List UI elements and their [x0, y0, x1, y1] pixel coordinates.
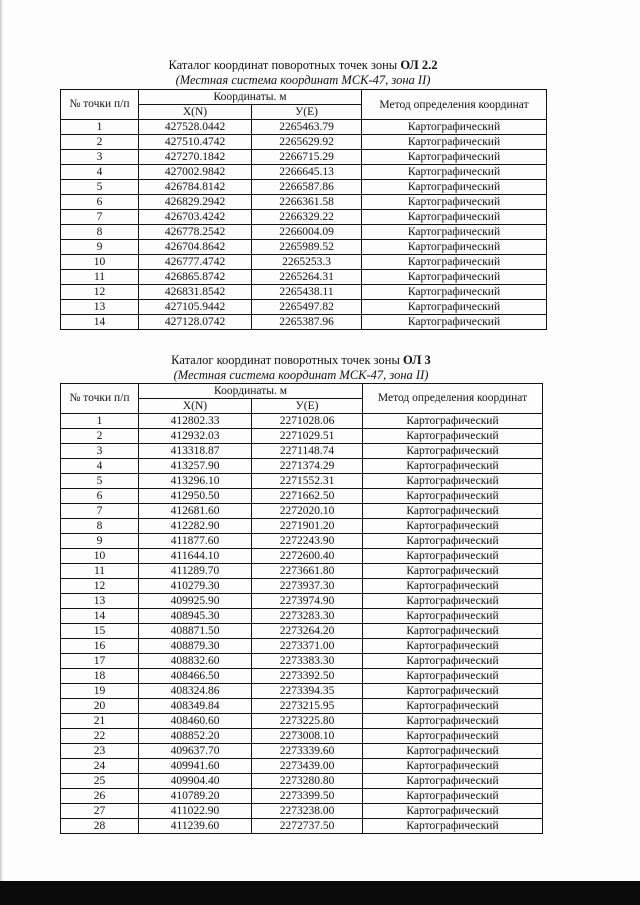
- point-number-cell: 19: [61, 684, 139, 699]
- point-number-cell: 20: [61, 699, 139, 714]
- method-cell: Картографический: [363, 549, 543, 564]
- table-row: [61, 624, 543, 639]
- point-number-cell: 25: [61, 774, 139, 789]
- point-number-cell: 6: [61, 489, 139, 504]
- point-number-cell: 3: [61, 444, 139, 459]
- table-row: [61, 549, 543, 564]
- y-coordinate-cell: 2271028.06: [252, 414, 363, 429]
- table-row: [61, 285, 547, 300]
- catalog-title-text: Каталог координат поворотных точек зоны: [168, 58, 401, 72]
- table-row: [61, 270, 547, 285]
- header-y: У(Е): [252, 399, 363, 414]
- y-coordinate-cell: 2271901.20: [252, 519, 363, 534]
- y-coordinate-cell: 2271662.50: [252, 489, 363, 504]
- y-coordinate-cell: 2273974.90: [252, 594, 363, 609]
- header-method: Метод определения координат: [363, 384, 543, 414]
- header-x: X(N): [139, 399, 252, 414]
- point-number-cell: 9: [61, 240, 139, 255]
- catalog-title-text: Каталог координат поворотных точек зоны: [171, 353, 404, 367]
- method-cell: Картографический: [362, 210, 547, 225]
- x-coordinate-cell: 408871.50: [139, 624, 252, 639]
- point-number-cell: 16: [61, 639, 139, 654]
- table-row: [61, 684, 543, 699]
- table-row: [61, 564, 543, 579]
- y-coordinate-cell: 2273339.60: [252, 744, 363, 759]
- y-coordinate-cell: 2265438.11: [252, 285, 362, 300]
- x-coordinate-cell: 427128.0742: [139, 315, 252, 330]
- table-row: [61, 654, 543, 669]
- table-row: [61, 240, 547, 255]
- table-row: [61, 594, 543, 609]
- x-coordinate-cell: 409941.60: [139, 759, 252, 774]
- method-cell: Картографический: [363, 669, 543, 684]
- y-coordinate-cell: 2273225.80: [252, 714, 363, 729]
- catalog-subtitle: (Местная система координат МСК-47, зона II): [175, 73, 431, 87]
- x-coordinate-cell: 412282.90: [139, 519, 252, 534]
- method-cell: Картографический: [362, 165, 547, 180]
- header-y: У(Е): [252, 105, 362, 120]
- method-cell: Картографический: [363, 444, 543, 459]
- table-row: [61, 579, 543, 594]
- method-cell: Картографический: [363, 819, 543, 834]
- method-cell: Картографический: [362, 135, 547, 150]
- method-cell: Картографический: [363, 744, 543, 759]
- x-coordinate-cell: 409904.40: [139, 774, 252, 789]
- x-coordinate-cell: 410789.20: [139, 789, 252, 804]
- table-row: [61, 150, 547, 165]
- point-number-cell: 7: [61, 504, 139, 519]
- y-coordinate-cell: 2273394.35: [252, 684, 363, 699]
- point-number-cell: 5: [61, 180, 139, 195]
- method-cell: Картографический: [363, 429, 543, 444]
- point-number-cell: 12: [61, 285, 139, 300]
- table-row: [61, 819, 543, 834]
- y-coordinate-cell: 2266004.09: [252, 225, 362, 240]
- y-coordinate-cell: 2266587.86: [252, 180, 362, 195]
- method-cell: Картографический: [363, 534, 543, 549]
- header-coordinates: Координаты. м: [139, 90, 362, 105]
- x-coordinate-cell: 426831.8542: [139, 285, 252, 300]
- x-coordinate-cell: 408852.20: [139, 729, 252, 744]
- y-coordinate-cell: 2273392.50: [252, 669, 363, 684]
- catalog-subtitle: (Местная система координат МСК-47, зона II): [173, 368, 429, 382]
- method-cell: Картографический: [363, 759, 543, 774]
- method-cell: Картографический: [362, 150, 547, 165]
- table-row: [61, 534, 543, 549]
- point-number-cell: 2: [61, 135, 139, 150]
- y-coordinate-cell: 2265253.3: [252, 255, 362, 270]
- method-cell: Картографический: [363, 774, 543, 789]
- table-row: [61, 120, 547, 135]
- table-row: [61, 195, 547, 210]
- y-coordinate-cell: 2265387.96: [252, 315, 362, 330]
- table-row: [61, 459, 543, 474]
- point-number-cell: 13: [61, 300, 139, 315]
- method-cell: Картографический: [363, 684, 543, 699]
- table-row: [61, 744, 543, 759]
- y-coordinate-cell: 2273283.30: [252, 609, 363, 624]
- y-coordinate-cell: 2273383.30: [252, 654, 363, 669]
- table-row: [61, 774, 543, 789]
- x-coordinate-cell: 408349.84: [139, 699, 252, 714]
- x-coordinate-cell: 410279.30: [139, 579, 252, 594]
- x-coordinate-cell: 412681.60: [139, 504, 252, 519]
- y-coordinate-cell: 2273937.30: [252, 579, 363, 594]
- x-coordinate-cell: 411239.60: [139, 819, 252, 834]
- header-point-number: № точки п/п: [61, 384, 139, 414]
- x-coordinate-cell: 427528.0442: [139, 120, 252, 135]
- table-row: [61, 729, 543, 744]
- catalog-section-ol-2-2: [60, 58, 546, 330]
- point-number-cell: 18: [61, 669, 139, 684]
- point-number-cell: 7: [61, 210, 139, 225]
- x-coordinate-cell: 408460.60: [139, 714, 252, 729]
- method-cell: Картографический: [363, 714, 543, 729]
- y-coordinate-cell: 2273008.10: [252, 729, 363, 744]
- x-coordinate-cell: 426865.8742: [139, 270, 252, 285]
- table-row: [61, 669, 543, 684]
- x-coordinate-cell: 412932.03: [139, 429, 252, 444]
- method-cell: Картографический: [363, 504, 543, 519]
- table-row: [61, 255, 547, 270]
- point-number-cell: 14: [61, 609, 139, 624]
- method-cell: Картографический: [363, 519, 543, 534]
- table-row: [61, 789, 543, 804]
- y-coordinate-cell: 2272737.50: [252, 819, 363, 834]
- y-coordinate-cell: 2265497.82: [252, 300, 362, 315]
- header-method: Метод определения координат: [362, 90, 547, 120]
- catalog-section-ol-3: [60, 353, 542, 834]
- method-cell: Картографический: [362, 225, 547, 240]
- y-coordinate-cell: 2266361.58: [252, 195, 362, 210]
- x-coordinate-cell: 411877.60: [139, 534, 252, 549]
- point-number-cell: 13: [61, 594, 139, 609]
- x-coordinate-cell: 427270.1842: [139, 150, 252, 165]
- table-row: [61, 300, 547, 315]
- method-cell: Картографический: [362, 300, 547, 315]
- x-coordinate-cell: 408945.30: [139, 609, 252, 624]
- table-row: [61, 429, 543, 444]
- x-coordinate-cell: 408466.50: [139, 669, 252, 684]
- y-coordinate-cell: 2266645.13: [252, 165, 362, 180]
- catalog-zone-name: ОЛ 2.2: [400, 58, 438, 72]
- table-row: [61, 474, 543, 489]
- method-cell: Картографический: [362, 120, 547, 135]
- method-cell: Картографический: [363, 624, 543, 639]
- method-cell: Картографический: [363, 414, 543, 429]
- method-cell: Картографический: [362, 285, 547, 300]
- catalog-title: [60, 353, 542, 368]
- y-coordinate-cell: 2271029.51: [252, 429, 363, 444]
- x-coordinate-cell: 427105.9442: [139, 300, 252, 315]
- method-cell: Картографический: [363, 699, 543, 714]
- point-number-cell: 4: [61, 459, 139, 474]
- point-number-cell: 6: [61, 195, 139, 210]
- method-cell: Картографический: [363, 579, 543, 594]
- table-row: [61, 714, 543, 729]
- point-number-cell: 22: [61, 729, 139, 744]
- table-row: [61, 639, 543, 654]
- method-cell: Картографический: [363, 639, 543, 654]
- method-cell: Картографический: [363, 489, 543, 504]
- y-coordinate-cell: 2271148.74: [252, 444, 363, 459]
- method-cell: Картографический: [362, 180, 547, 195]
- x-coordinate-cell: 411289.70: [139, 564, 252, 579]
- point-number-cell: 14: [61, 315, 139, 330]
- y-coordinate-cell: 2265463.79: [252, 120, 362, 135]
- coordinates-table: [60, 383, 543, 834]
- x-coordinate-cell: 411022.90: [139, 804, 252, 819]
- point-number-cell: 5: [61, 474, 139, 489]
- x-coordinate-cell: 409637.70: [139, 744, 252, 759]
- x-coordinate-cell: 426829.2942: [139, 195, 252, 210]
- y-coordinate-cell: 2271374.29: [252, 459, 363, 474]
- x-coordinate-cell: 413318.87: [139, 444, 252, 459]
- point-number-cell: 23: [61, 744, 139, 759]
- table-row: [61, 609, 543, 624]
- header-x: X(N): [139, 105, 252, 120]
- table-row: [61, 444, 543, 459]
- method-cell: Картографический: [363, 789, 543, 804]
- table-row: [61, 180, 547, 195]
- point-number-cell: 10: [61, 549, 139, 564]
- x-coordinate-cell: 427002.9842: [139, 165, 252, 180]
- table-row: [61, 489, 543, 504]
- table-row: [61, 225, 547, 240]
- table-row: [61, 135, 547, 150]
- x-coordinate-cell: 408832.60: [139, 654, 252, 669]
- x-coordinate-cell: 412950.50: [139, 489, 252, 504]
- point-number-cell: 8: [61, 519, 139, 534]
- x-coordinate-cell: 426784.8142: [139, 180, 252, 195]
- point-number-cell: 24: [61, 759, 139, 774]
- y-coordinate-cell: 2273280.80: [252, 774, 363, 789]
- catalog-title: [60, 58, 546, 73]
- method-cell: Картографический: [363, 804, 543, 819]
- method-cell: Картографический: [363, 459, 543, 474]
- y-coordinate-cell: 2273661.80: [252, 564, 363, 579]
- method-cell: Картографический: [363, 609, 543, 624]
- method-cell: Картографический: [362, 315, 547, 330]
- header-coordinates: Координаты. м: [139, 384, 363, 399]
- x-coordinate-cell: 427510.4742: [139, 135, 252, 150]
- y-coordinate-cell: 2273439.00: [252, 759, 363, 774]
- point-number-cell: 28: [61, 819, 139, 834]
- x-coordinate-cell: 413296.10: [139, 474, 252, 489]
- table-row: [61, 759, 543, 774]
- x-coordinate-cell: 426703.4242: [139, 210, 252, 225]
- point-number-cell: 17: [61, 654, 139, 669]
- method-cell: Картографический: [363, 654, 543, 669]
- catalog-zone-name: ОЛ 3: [403, 353, 431, 367]
- y-coordinate-cell: 2266715.29: [252, 150, 362, 165]
- y-coordinate-cell: 2273399.50: [252, 789, 363, 804]
- table-body: [61, 120, 547, 330]
- y-coordinate-cell: 2273371.00: [252, 639, 363, 654]
- point-number-cell: 21: [61, 714, 139, 729]
- y-coordinate-cell: 2272243.90: [252, 534, 363, 549]
- table-row: [61, 414, 543, 429]
- coordinates-table: [60, 89, 547, 330]
- y-coordinate-cell: 2272600.40: [252, 549, 363, 564]
- table-row: [61, 699, 543, 714]
- x-coordinate-cell: 413257.90: [139, 459, 252, 474]
- x-coordinate-cell: 426704.8642: [139, 240, 252, 255]
- x-coordinate-cell: 412802.33: [139, 414, 252, 429]
- y-coordinate-cell: 2272020.10: [252, 504, 363, 519]
- point-number-cell: 1: [61, 120, 139, 135]
- point-number-cell: 2: [61, 429, 139, 444]
- x-coordinate-cell: 409925.90: [139, 594, 252, 609]
- point-number-cell: 15: [61, 624, 139, 639]
- y-coordinate-cell: 2273238.00: [252, 804, 363, 819]
- method-cell: Картографический: [363, 474, 543, 489]
- point-number-cell: 26: [61, 789, 139, 804]
- method-cell: Картографический: [362, 270, 547, 285]
- x-coordinate-cell: 426778.2542: [139, 225, 252, 240]
- x-coordinate-cell: 411644.10: [139, 549, 252, 564]
- x-coordinate-cell: 408324.86: [139, 684, 252, 699]
- table-row: [61, 165, 547, 180]
- table-row: [61, 519, 543, 534]
- table-row: [61, 315, 547, 330]
- table-body: [61, 414, 543, 834]
- point-number-cell: 9: [61, 534, 139, 549]
- point-number-cell: 4: [61, 165, 139, 180]
- x-coordinate-cell: 426777.4742: [139, 255, 252, 270]
- y-coordinate-cell: 2273264.20: [252, 624, 363, 639]
- table-row: [61, 210, 547, 225]
- y-coordinate-cell: 2265264.31: [252, 270, 362, 285]
- point-number-cell: 11: [61, 564, 139, 579]
- point-number-cell: 3: [61, 150, 139, 165]
- y-coordinate-cell: 2265629.92: [252, 135, 362, 150]
- scan-bottom-band: [0, 881, 640, 905]
- point-number-cell: 27: [61, 804, 139, 819]
- method-cell: Картографический: [363, 729, 543, 744]
- scan-edge: [0, 0, 3, 905]
- table-row: [61, 504, 543, 519]
- method-cell: Картографический: [363, 594, 543, 609]
- y-coordinate-cell: 2271552.31: [252, 474, 363, 489]
- method-cell: Картографический: [362, 255, 547, 270]
- point-number-cell: 10: [61, 255, 139, 270]
- y-coordinate-cell: 2265989.52: [252, 240, 362, 255]
- point-number-cell: 11: [61, 270, 139, 285]
- x-coordinate-cell: 408879.30: [139, 639, 252, 654]
- table-row: [61, 804, 543, 819]
- y-coordinate-cell: 2273215.95: [252, 699, 363, 714]
- point-number-cell: 12: [61, 579, 139, 594]
- method-cell: Картографический: [362, 195, 547, 210]
- y-coordinate-cell: 2266329.22: [252, 210, 362, 225]
- method-cell: Картографический: [362, 240, 547, 255]
- point-number-cell: 8: [61, 225, 139, 240]
- point-number-cell: 1: [61, 414, 139, 429]
- header-point-number: № точки п/п: [61, 90, 139, 120]
- method-cell: Картографический: [363, 564, 543, 579]
